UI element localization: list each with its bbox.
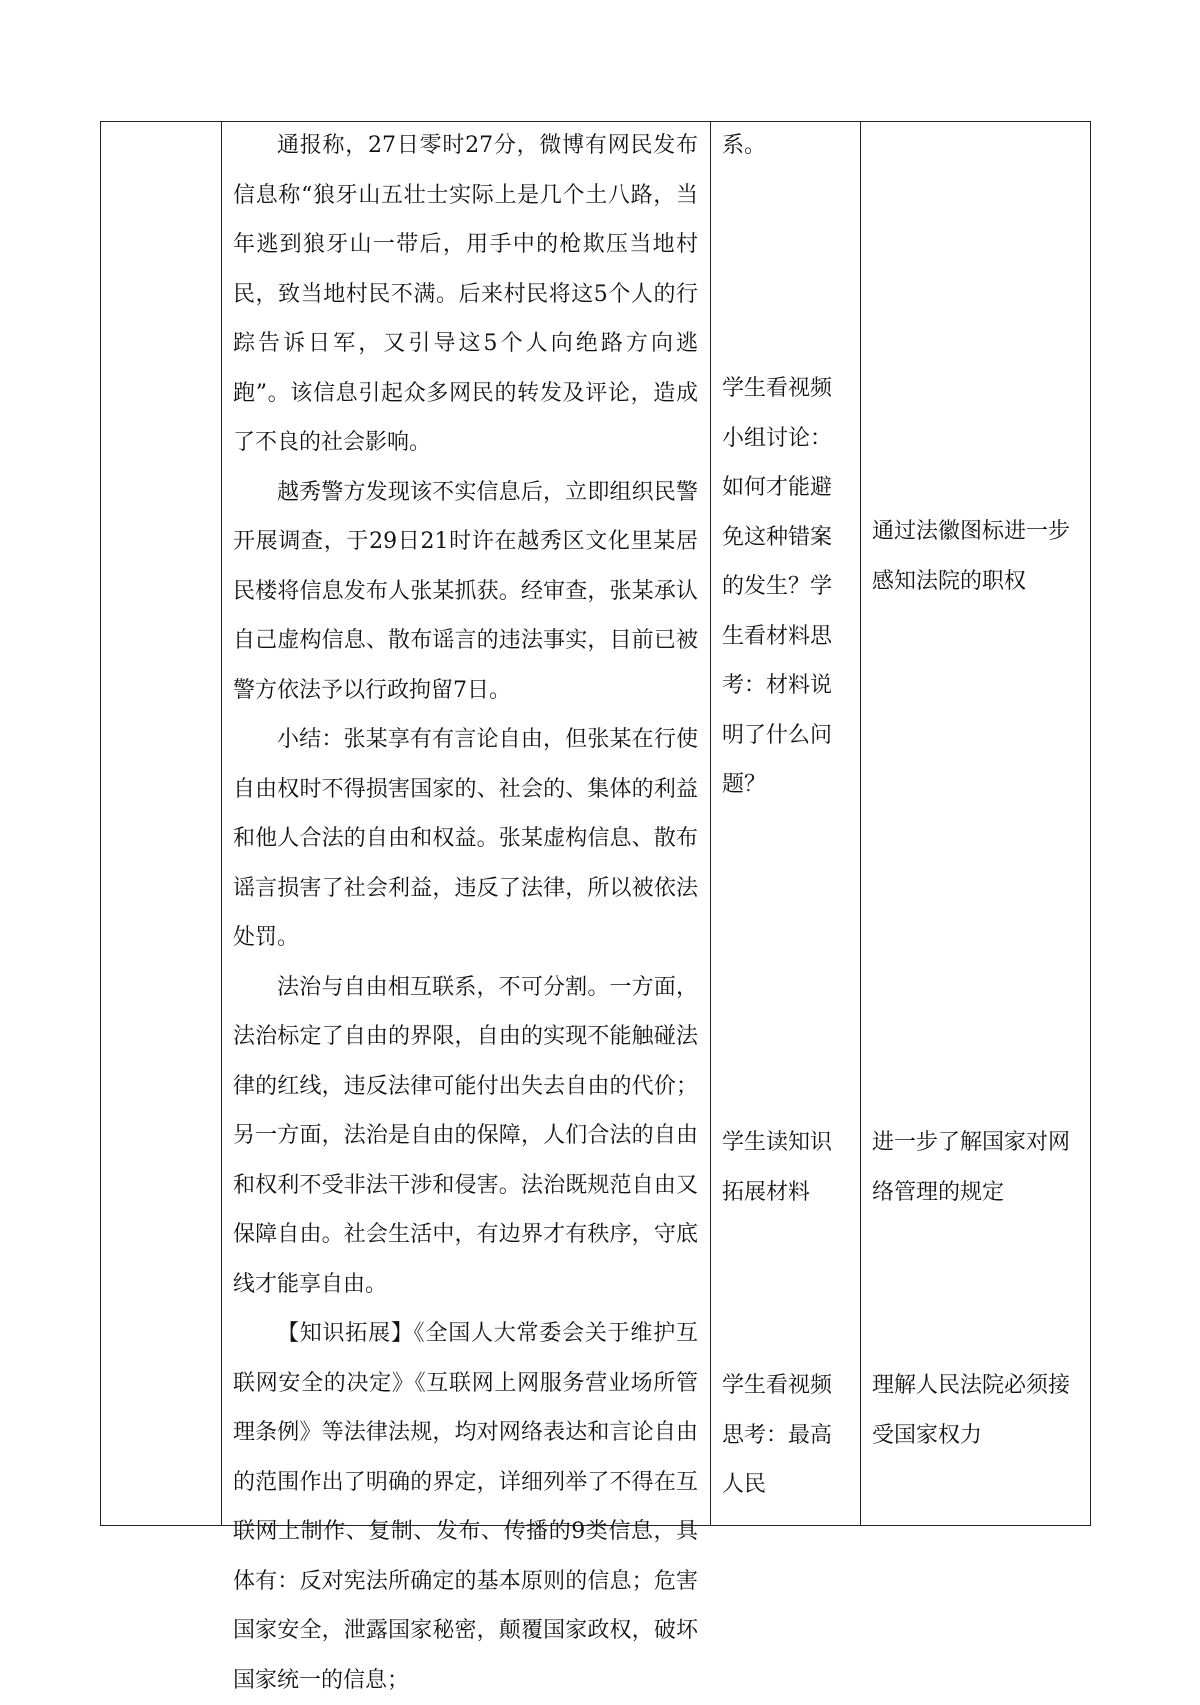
lesson-plan-table: [100, 121, 1091, 1693]
design-intent-cell: [860, 122, 1092, 1527]
student-activity-cell: [710, 122, 860, 1527]
content-paragraph: 小结：张某享有有言论自由，但张某在行使自由权时不得损害国家的、社会的、集体的利益和他人合法的自由和权益。张某虚构信息、散布谣言损害了社会利益，违反了法律，所以被依法处罚。: [233, 727, 698, 950]
design-intent-note: 通过法徽图标进一步感知法院的职权: [872, 519, 1071, 594]
student-activity-note: 系。: [722, 133, 767, 158]
design-intent-note: 理解人民法院必须接受国家权力: [872, 1373, 1071, 1448]
student-activity-note: 学生看视频小组讨论：如何才能避免这种错案的发生？学生看材料思考：材料说明了什么问题？: [722, 376, 833, 797]
design-intent-note: 进一步了解国家对网络管理的规定: [872, 1130, 1071, 1205]
content-paragraph: 【知识拓展】《全国人大常委会关于维护互联网安全的决定》《互联网上网服务营业场所管理条例》等法律法规，均对网络表达和言论自由的范围作出了明确的界定，详细列举了不得在互联网上制作、复制、发布、传播的9类信息，具体有：反对宪法所确定的基本原则的信息；危害国家安全，泄露国家秘密，颠覆国家政权，破坏国家统一的信息；: [233, 1321, 698, 1693]
content-paragraph: 法治与自由相互联系，不可分割。一方面，法治标定了自由的界限，自由的实现不能触碰法律的红线，违反法律可能付出失去自由的代价；另一方面，法治是自由的保障，人们合法的自由和权利不受非法干涉和侵害。法治既规范自由又保障自由。社会生活中，有边界才有秩序，守底线才能享自由。: [233, 974, 698, 1297]
student-activity-note: 学生看视频思考：最高人民: [722, 1373, 833, 1497]
student-activity-note: 学生读知识拓展材料: [722, 1130, 833, 1205]
teaching-content-cell: [221, 121, 710, 1705]
content-paragraph: 通报称，27日零时27分，微博有网民发布信息称“狼牙山五壮士实际上是几个土八路，当年逃到狼牙山一带后，用手中的枪欺压当地村民，致当地村民不满。后来村民将这5个人的行踪告诉日军，又引导这5个人向绝路方向逃跑”。该信息引起众多网民的转发及评论，造成了不良的社会影响。: [233, 133, 698, 455]
content-paragraph: 越秀警方发现该不实信息后，立即组织民警开展调查，于29日21时许在越秀区文化里某居民楼将信息发布人张某抓获。经审查，张某承认自己虚构信息、散布谣言的违法事实，目前已被警方依法予以行政拘留7日。: [233, 479, 698, 703]
